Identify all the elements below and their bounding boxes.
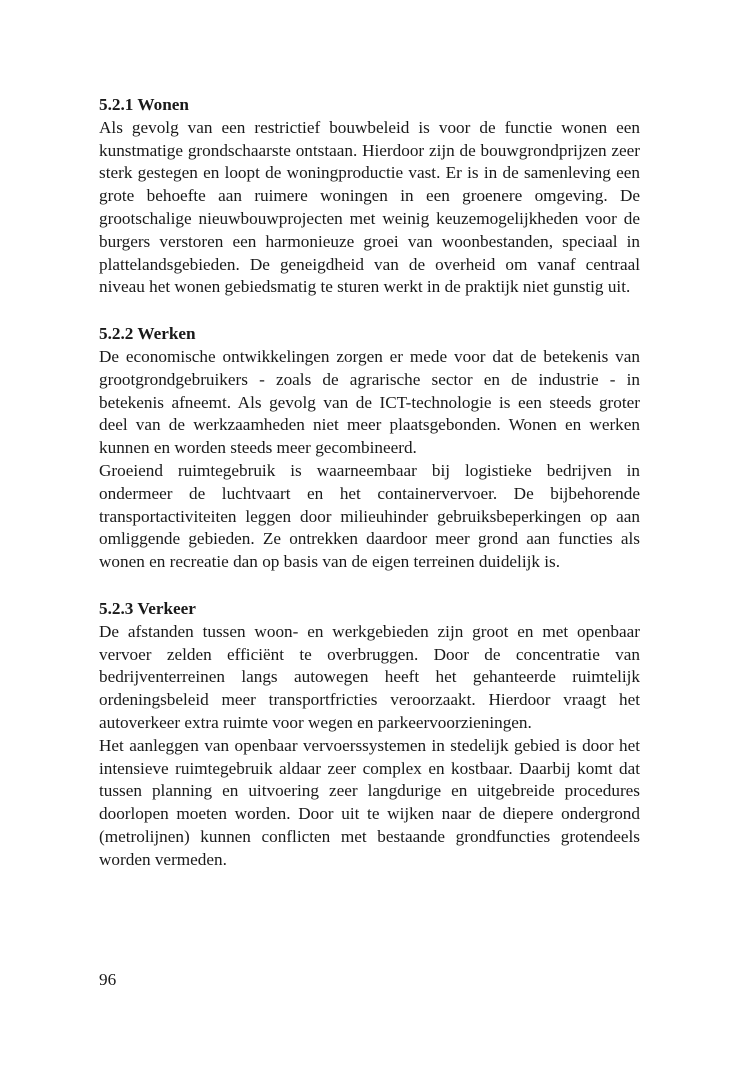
section-heading: 5.2.3 Verkeer bbox=[99, 598, 196, 618]
section-heading: 5.2.1 Wonen bbox=[99, 95, 189, 114]
paragraph: De economische ontwikkelingen zorgen er mede voor dat de betekenis van grootgrondgebruikers - zoals de agrarische sector en de industrie - in betekenis afneemt. Als gevolg van de ICT-technologie is een steeds groter deel van de werkzaamheden niet meer plaatsgebonden. Wonen en werken kunnen en worden steeds meer gecombineerd. bbox=[99, 346, 640, 458]
section-werken bbox=[99, 323, 640, 574]
paragraph: Het aanleggen van openbaar vervoerssystemen in stedelijk gebied is door het intensieve ruimtegebruik aldaar zeer complex en kostbaar. Daarbij komt dat tussen planning en uitvoering zeer langdurige en uitgebreide procedures doorlopen moeten worden. Door uit te wijken naar de diepere ondergrond (metrolijnen) kunnen conflicten met bestaande grondfuncties grotendeels worden vermeden. bbox=[99, 735, 640, 869]
page-body bbox=[99, 94, 640, 896]
section-heading: 5.2.2 Werken bbox=[99, 324, 196, 344]
page-number: 96 bbox=[99, 970, 117, 989]
section-wonen bbox=[99, 94, 640, 299]
paragraph: Als gevolg van een restrictief bouwbeleid is voor de functie wonen een kunstmatige grondschaarste ontstaan. Hierdoor zijn de bouwgrondprijzen zeer sterk gestegen en loopt de woningproductie vast. Er is in de samenleving een grote behoefte aan ruimere woningen in een groenere omgeving. De grootschalige nieuwbouwprojecten met weinig keuzemogelijkheden voor de burgers verstoren een harmonieuze groei van woonbestanden, speciaal in plattelandsgebieden. De geneigdheid van de overheid om vanaf centraal niveau het wonen gebiedsmatig te sturen werkt in de praktijk niet gunstig uit. bbox=[99, 117, 640, 297]
section-verkeer bbox=[99, 598, 640, 872]
paragraph: De afstanden tussen woon- en werkgebieden zijn groot en met openbaar vervoer zelden efficiënt te overbruggen. Door de concentratie van bedrijventerreinen langs autowegen heeft het gehanteerde ruimtelijk ordeningsbeleid meer transportfricties veroorzaakt. Hierdoor vraagt het autoverkeer extra ruimte voor wegen en parkeervoorzieningen. bbox=[99, 621, 640, 732]
paragraph: Groeiend ruimtegebruik is waarneembaar bij logistieke bedrijven in ondermeer de luchtvaart en het containervervoer. De bijbehorende transportactiviteiten leggen door milieuhinder gebruiksbeperkingen op aan omliggende gebieden. Ze ontrekken daardoor meer grond aan functies als wonen en recreatie dan op basis van de eigen terreinen duidelijk is. bbox=[99, 460, 640, 572]
